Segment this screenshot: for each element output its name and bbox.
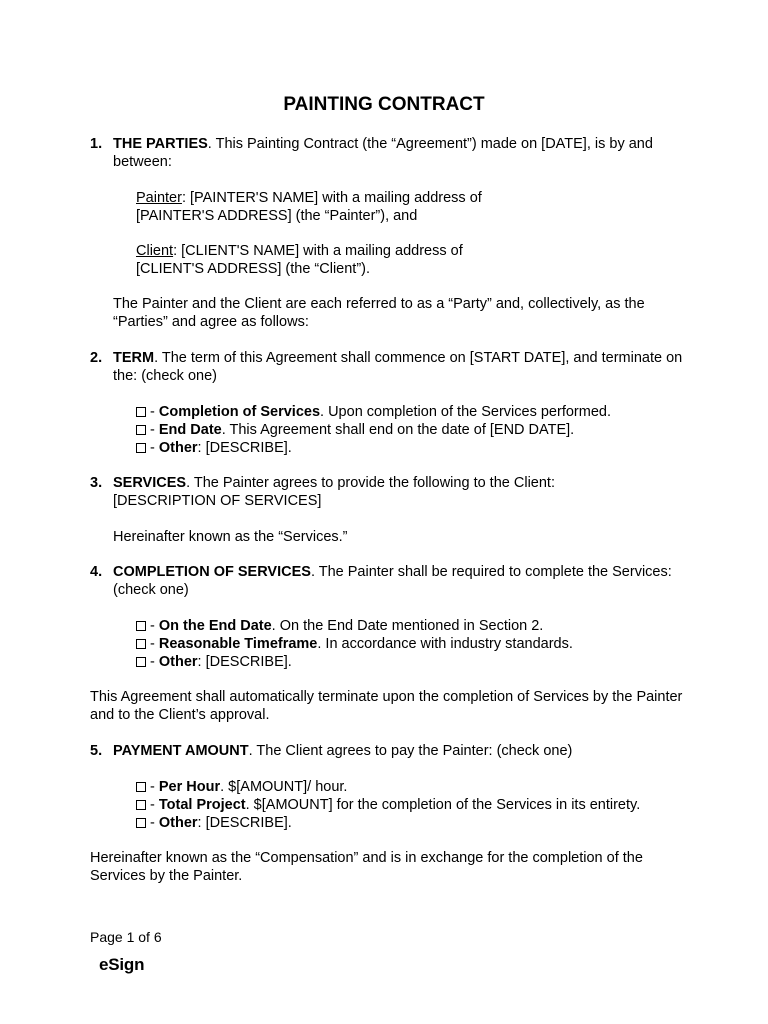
section-3-heading: SERVICES — [113, 475, 187, 491]
option-text: . Upon completion of the Services performed. — [320, 404, 611, 420]
section-1-closing: The Painter and the Client are each referred to as a “Party” and, collectively, as the “Parties” and agree as follows: — [113, 296, 645, 330]
section-4-number: 4. — [90, 564, 103, 580]
payment-option-total-project — [136, 796, 640, 814]
section-4-text: . The Painter shall be required to complete the Services: (check one) — [113, 564, 672, 598]
option-label: Total Project — [158, 797, 246, 813]
section-5-after: Hereinafter known as the “Compensation” and is in exchange for the completion of the Services by the Painter. — [90, 850, 643, 884]
client-line-2: [CLIENT'S ADDRESS] (the “Client”). — [136, 261, 371, 277]
option-text: . On the End Date mentioned in Section 2. — [271, 618, 544, 634]
checkbox[interactable] — [136, 443, 146, 453]
esign-logo: eSign — [99, 955, 145, 974]
painter-line-2: [PAINTER'S ADDRESS] (the “Painter”), and — [136, 208, 418, 224]
option-text: : [DESCRIBE]. — [197, 815, 292, 831]
client-line-1 — [136, 242, 696, 260]
section-2-intro — [113, 349, 688, 385]
term-option-completion — [136, 403, 611, 421]
section-5-number: 5. — [90, 743, 103, 759]
painter-line-1 — [136, 189, 696, 207]
option-label: Other — [158, 440, 198, 456]
section-3-number: 3. — [90, 475, 103, 491]
section-5-text: . The Client agrees to pay the Painter: (check one) — [248, 743, 573, 759]
page-number: Page 1 of 6 — [90, 929, 162, 945]
payment-option-per-hour — [136, 778, 347, 796]
checkbox[interactable] — [136, 657, 146, 667]
term-option-end-date — [136, 421, 574, 439]
section-3-intro — [113, 474, 688, 492]
payment-option-other — [136, 814, 292, 832]
section-3-text: . The Painter agrees to provide the following to the Client: — [186, 475, 555, 491]
checkbox[interactable] — [136, 800, 146, 810]
section-1-text: . This Painting Contract (the “Agreement”) made on [DATE], is by and between: — [113, 136, 653, 170]
section-1-intro — [113, 135, 688, 171]
option-label: End Date — [158, 422, 222, 438]
checkbox[interactable] — [136, 407, 146, 417]
option-text: : [DESCRIBE]. — [197, 654, 292, 670]
option-separator: - — [150, 779, 155, 795]
option-label: Per Hour — [158, 779, 221, 795]
option-separator: - — [150, 654, 155, 670]
option-separator: - — [150, 636, 155, 652]
client-detail: : [CLIENT'S NAME] with a mailing address of — [173, 243, 463, 259]
checkbox[interactable] — [136, 782, 146, 792]
client-label: Client — [136, 243, 174, 259]
option-text: : [DESCRIBE]. — [197, 440, 292, 456]
painter-detail: : [PAINTER'S NAME] with a mailing address of — [181, 190, 482, 206]
services-description: [DESCRIPTION OF SERVICES] — [113, 493, 322, 509]
option-separator: - — [150, 422, 155, 438]
checkbox[interactable] — [136, 621, 146, 631]
section-4-heading: COMPLETION OF SERVICES — [113, 564, 311, 580]
option-label: Other — [158, 654, 198, 670]
section-5-intro — [113, 742, 688, 760]
checkbox[interactable] — [136, 639, 146, 649]
option-separator: - — [150, 618, 155, 634]
completion-option-other — [136, 653, 292, 671]
section-3-after: Hereinafter known as the “Services.” — [113, 529, 348, 545]
option-separator: - — [150, 815, 155, 831]
completion-option-reasonable — [136, 635, 573, 653]
checkbox[interactable] — [136, 818, 146, 828]
section-2-number: 2. — [90, 350, 103, 366]
term-option-other — [136, 439, 292, 457]
section-5-heading: PAYMENT AMOUNT — [113, 743, 249, 759]
completion-option-end-date — [136, 617, 543, 635]
option-separator: - — [150, 797, 155, 813]
option-label: Completion of Services — [158, 404, 321, 420]
painter-label: Painter — [136, 190, 182, 206]
option-text: . In accordance with industry standards. — [317, 636, 573, 652]
option-text: . $[AMOUNT] for the completion of the Services in its entirety. — [245, 797, 641, 813]
section-2-text: . The term of this Agreement shall commence on [START DATE], and terminate on the: (check one) — [113, 350, 683, 384]
option-separator: - — [150, 440, 155, 456]
option-separator: - — [150, 404, 155, 420]
option-label: On the End Date — [158, 618, 272, 634]
option-label: Reasonable Timeframe — [158, 636, 318, 652]
option-text: . $[AMOUNT]/ hour. — [220, 779, 348, 795]
section-4-intro — [113, 563, 688, 599]
page-title: PAINTING CONTRACT — [283, 94, 485, 115]
option-text: . This Agreement shall end on the date of [END DATE]. — [221, 422, 575, 438]
section-2-heading: TERM — [113, 350, 155, 366]
section-4-after: This Agreement shall automatically terminate upon the completion of Services by the Painter and to the Client’s approval. — [90, 689, 683, 723]
option-label: Other — [158, 815, 198, 831]
section-1-number: 1. — [90, 136, 103, 152]
section-1-heading: THE PARTIES — [113, 136, 208, 152]
checkbox[interactable] — [136, 425, 146, 435]
